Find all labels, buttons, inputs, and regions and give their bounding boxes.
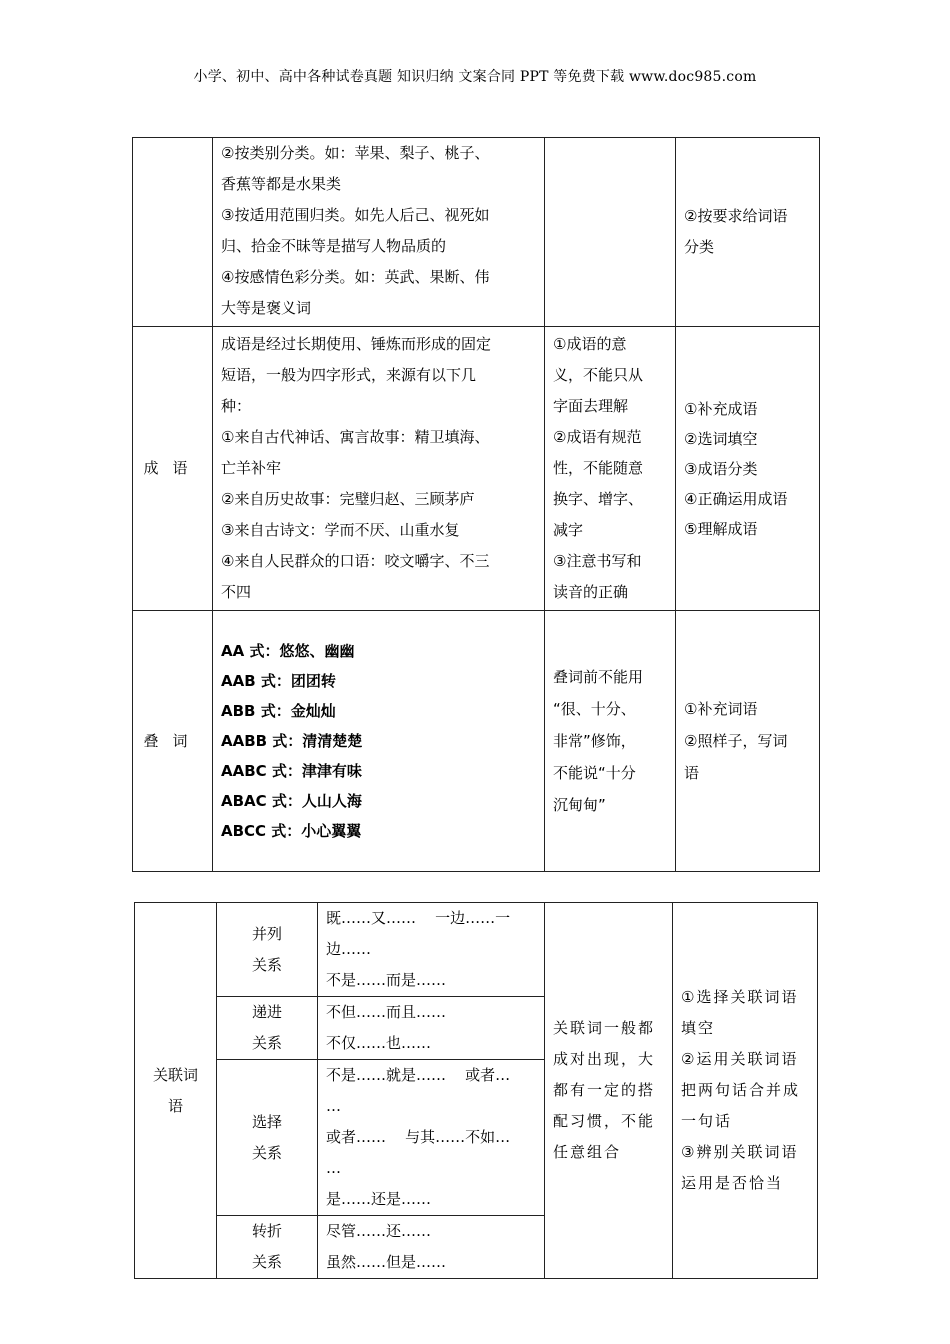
table-row-classify: [133, 138, 820, 327]
table-row-reduplication: [133, 611, 820, 872]
practice-line: ③辨别关联词语: [681, 1143, 799, 1161]
practice-line: 把两句话合并成: [681, 1081, 801, 1099]
label-cell-empty: [133, 138, 213, 327]
relation-item: 不是……而是……: [326, 971, 447, 989]
practice-cell: [676, 327, 820, 611]
content-line: 归、拾金不昧等是描写人物品质的: [221, 237, 447, 255]
relation-name-line: 关系: [251, 1253, 282, 1271]
relation-item: 边……: [326, 940, 372, 958]
notes-line: 配习惯，不能: [553, 1112, 656, 1130]
content-line: AA 式：悠悠、幽幽: [221, 642, 355, 660]
relation-name-line: 关系: [251, 1143, 282, 1162]
relation-item: 尽管……还……: [326, 1222, 432, 1240]
label-line: 关联词: [152, 1065, 198, 1084]
row-label-reduplication: 叠词: [133, 611, 213, 872]
relation-name-line: 关系: [251, 1034, 282, 1052]
relation-name-line: 关系: [251, 955, 282, 974]
content-line: AABB 式：清清楚楚: [221, 732, 363, 750]
label-line: 语: [167, 1096, 183, 1115]
relation-item: 既……又…… 一边……一: [326, 909, 511, 927]
notes-cell-empty: [545, 138, 676, 327]
relation-name-cell: [217, 1060, 318, 1216]
relation-name-line: 转折: [251, 1222, 282, 1240]
page-header: 小学、初中、高中各种试卷真题 知识归纳 文案合同 PPT 等免费下载 www.doc985.com: [193, 69, 757, 85]
row-label-conjunction: [135, 903, 217, 1279]
practice-cell: [673, 903, 818, 1279]
relation-name-line: 选择: [251, 1112, 282, 1131]
notes-line: 性，不能随意: [553, 459, 644, 477]
notes-line: 义，不能只从: [553, 366, 644, 384]
relation-items-cell: [318, 997, 545, 1060]
content-line: ②按类别分类。如：苹果、梨子、桃子、: [221, 144, 490, 162]
table-row-parallel: [135, 903, 818, 997]
content-line: 短语，一般为四字形式，来源有以下几: [221, 366, 477, 384]
notes-line: 关联词一般都: [553, 1019, 656, 1037]
practice-line: 分类: [684, 238, 715, 256]
notes-line: 换字、增字、: [553, 490, 644, 508]
relation-item: 虽然……但是……: [326, 1253, 447, 1271]
notes-line: ①成语的意: [553, 335, 627, 353]
notes-line: ②成语有规范: [553, 428, 642, 446]
content-line: 大等是褒义词: [221, 299, 312, 317]
practice-line: ②照样子，写词: [684, 732, 788, 750]
row-label-idiom: 成语: [133, 327, 213, 611]
content-line: ③按适用范围归类。如先人后己、视死如: [221, 206, 490, 224]
practice-line: ①选择关联词语: [681, 988, 799, 1006]
relation-name-line: 并列: [251, 924, 282, 943]
practice-line: 填空: [681, 1019, 716, 1037]
notes-line: 减字: [553, 521, 584, 539]
relation-item: 不但……而且……: [326, 1003, 447, 1021]
content-line: 成语是经过长期使用、锤炼而形成的固定: [221, 335, 492, 353]
content-line: 不四: [221, 583, 252, 601]
practice-line: ②运用关联词语: [681, 1050, 799, 1068]
content-line: ④来自人民群众的口语：咬文嚼字、不三: [221, 552, 490, 570]
practice-line: ②选词填空: [684, 429, 758, 448]
practice-line: ④正确运用成语: [684, 489, 788, 508]
relation-item: 不是……就是…… 或者…: [326, 1066, 511, 1084]
relation-items-cell: [318, 903, 545, 997]
practice-line: 运用是否恰当: [681, 1174, 784, 1192]
relation-item: …: [326, 1097, 341, 1115]
practice-line: ①补充成语: [684, 399, 758, 418]
practice-line: 一句话: [681, 1112, 733, 1130]
notes-line: 不能说“十分: [553, 764, 636, 782]
notes-cell: [545, 327, 676, 611]
content-line: ABAC 式：人山人海: [221, 792, 362, 810]
content-line: ③来自古诗文：学而不厌、山重水复: [221, 521, 460, 539]
conjunction-table: [134, 902, 818, 1279]
relation-name-line: 递进: [251, 1003, 282, 1021]
notes-cell: [545, 903, 673, 1279]
content-line: 亡羊补牢: [221, 459, 282, 477]
practice-cell: [676, 611, 820, 872]
content-cell: [213, 327, 545, 611]
content-cell: [213, 611, 545, 872]
relation-item: …: [326, 1159, 341, 1177]
practice-line: 语: [684, 764, 700, 782]
content-cell: [213, 138, 545, 327]
relation-name-cell: [217, 903, 318, 997]
relation-item: 或者…… 与其……不如…: [326, 1128, 511, 1146]
content-line: ①来自古代神话、寓言故事：精卫填海、: [221, 428, 490, 446]
notes-cell: [545, 611, 676, 872]
practice-line: ②按要求给词语: [684, 207, 788, 225]
relation-name-cell: [217, 1216, 318, 1279]
notes-line: 读音的正确: [553, 583, 629, 601]
notes-line: 都有一定的搭: [553, 1081, 656, 1099]
notes-line: 任意组合: [553, 1143, 622, 1161]
content-line: AABC 式：津津有味: [221, 762, 362, 780]
notes-line: “很、十分、: [553, 700, 636, 718]
content-line: 香蕉等都是水果类: [221, 175, 342, 193]
notes-line: 非常”修饰，: [553, 732, 636, 750]
content-line: ④按感情色彩分类。如：英武、果断、伟: [221, 268, 490, 286]
relation-items-cell: [318, 1216, 545, 1279]
practice-line: ⑤理解成语: [684, 519, 758, 538]
practice-line: ③成语分类: [684, 459, 758, 478]
content-line: ABB 式：金灿灿: [221, 702, 336, 720]
notes-line: 沉甸甸”: [553, 796, 606, 814]
table-row-idiom: [133, 327, 820, 611]
practice-cell: [676, 138, 820, 327]
relation-item: 不仅……也……: [326, 1034, 432, 1052]
relation-item: 是……还是……: [326, 1190, 432, 1208]
content-line: 种：: [221, 397, 252, 415]
relation-items-cell: [318, 1060, 545, 1216]
relation-name-cell: [217, 997, 318, 1060]
notes-line: ③注意书写和: [553, 552, 642, 570]
notes-line: 字面去理解: [553, 397, 629, 415]
content-line: AAB 式：团团转: [221, 672, 336, 690]
content-line: ABCC 式：小心翼翼: [221, 822, 362, 840]
notes-line: 成对出现，大: [553, 1050, 656, 1068]
content-line: ②来自历史故事：完璧归赵、三顾茅庐: [221, 490, 475, 508]
vocabulary-table: [132, 137, 820, 872]
notes-line: 叠词前不能用: [553, 668, 644, 686]
practice-line: ①补充词语: [684, 700, 758, 718]
